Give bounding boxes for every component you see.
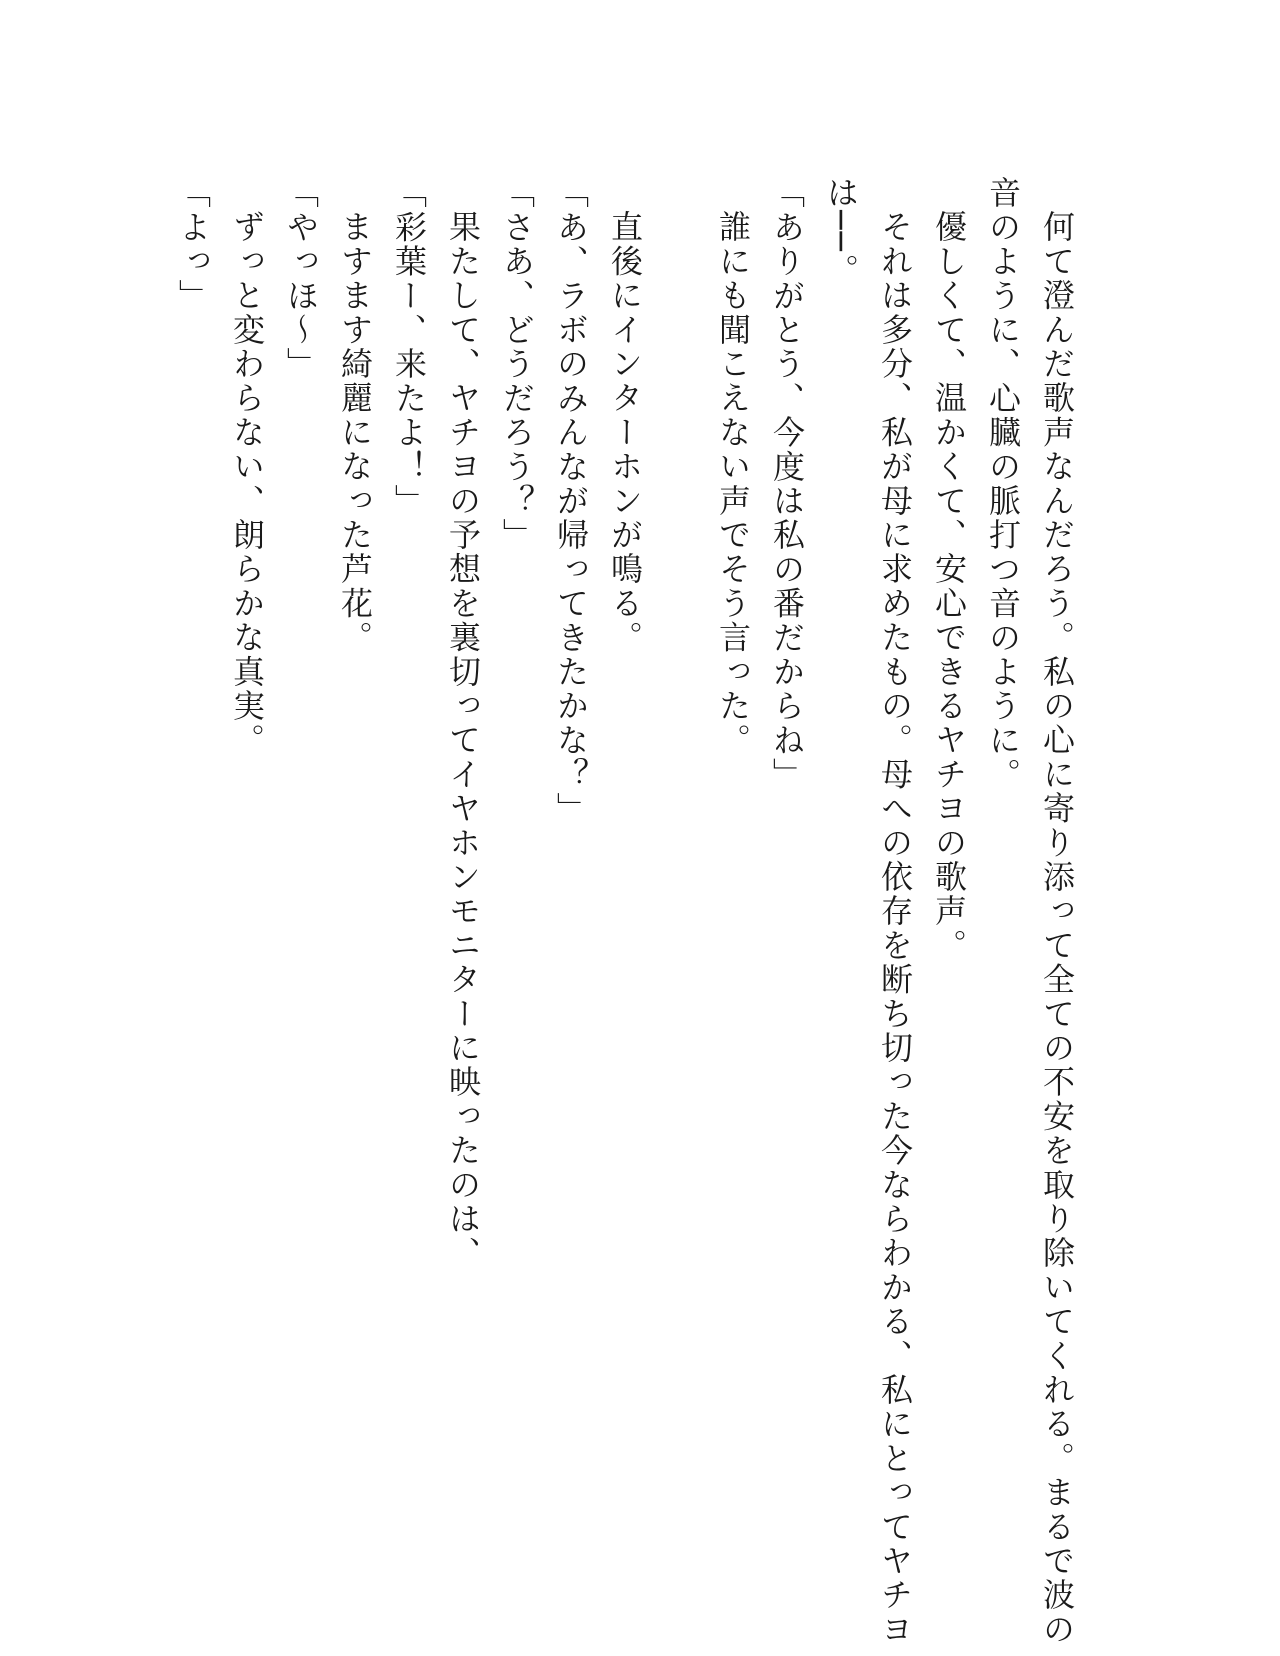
dialogue-line: 「よっ」 bbox=[174, 176, 212, 313]
dialogue-line: 「ありがとう、今度は私の番だからね」 bbox=[768, 176, 806, 792]
paragraph-break bbox=[652, 176, 706, 1556]
text-line: は──。 bbox=[822, 176, 860, 288]
text-line: 果たして、ヤチヨの予想を裏切ってイヤホンモニターに映ったのは、 bbox=[444, 210, 482, 1271]
vertical-text-body bbox=[166, 176, 1084, 1647]
dialogue-line: 「彩葉ー、来たよ！」 bbox=[390, 176, 428, 518]
dialogue-line: 「あ、ラボのみんなが帰ってきたかな？」 bbox=[552, 176, 590, 826]
text-line: 何て澄んだ歌声なんだろう。私の心に寄り添って全ての不安を取り除いてくれる。まるで波の bbox=[1038, 210, 1076, 1647]
text-line: ますます綺麗になった芦花。 bbox=[336, 210, 374, 655]
text-line: 直後にインターホンが鳴る。 bbox=[606, 210, 644, 655]
text-line: それは多分、私が母に求めたもの。母への依存を断ち切った今ならわかる、私にとってヤチヨ bbox=[876, 210, 914, 1647]
dialogue-line: 「さあ、どうだろう？」 bbox=[498, 176, 536, 553]
text-line: 誰にも聞こえない声でそう言った。 bbox=[714, 210, 752, 758]
text-line: 優しくて、温かくて、安心できるヤチヨの歌声。 bbox=[930, 210, 968, 963]
dialogue-line: 「やっほ〜」 bbox=[282, 176, 320, 382]
text-line: 音のように、心臓の脈打つ音のように。 bbox=[984, 176, 1022, 792]
text-line: ずっと変わらない、朗らかな真実。 bbox=[228, 210, 266, 758]
